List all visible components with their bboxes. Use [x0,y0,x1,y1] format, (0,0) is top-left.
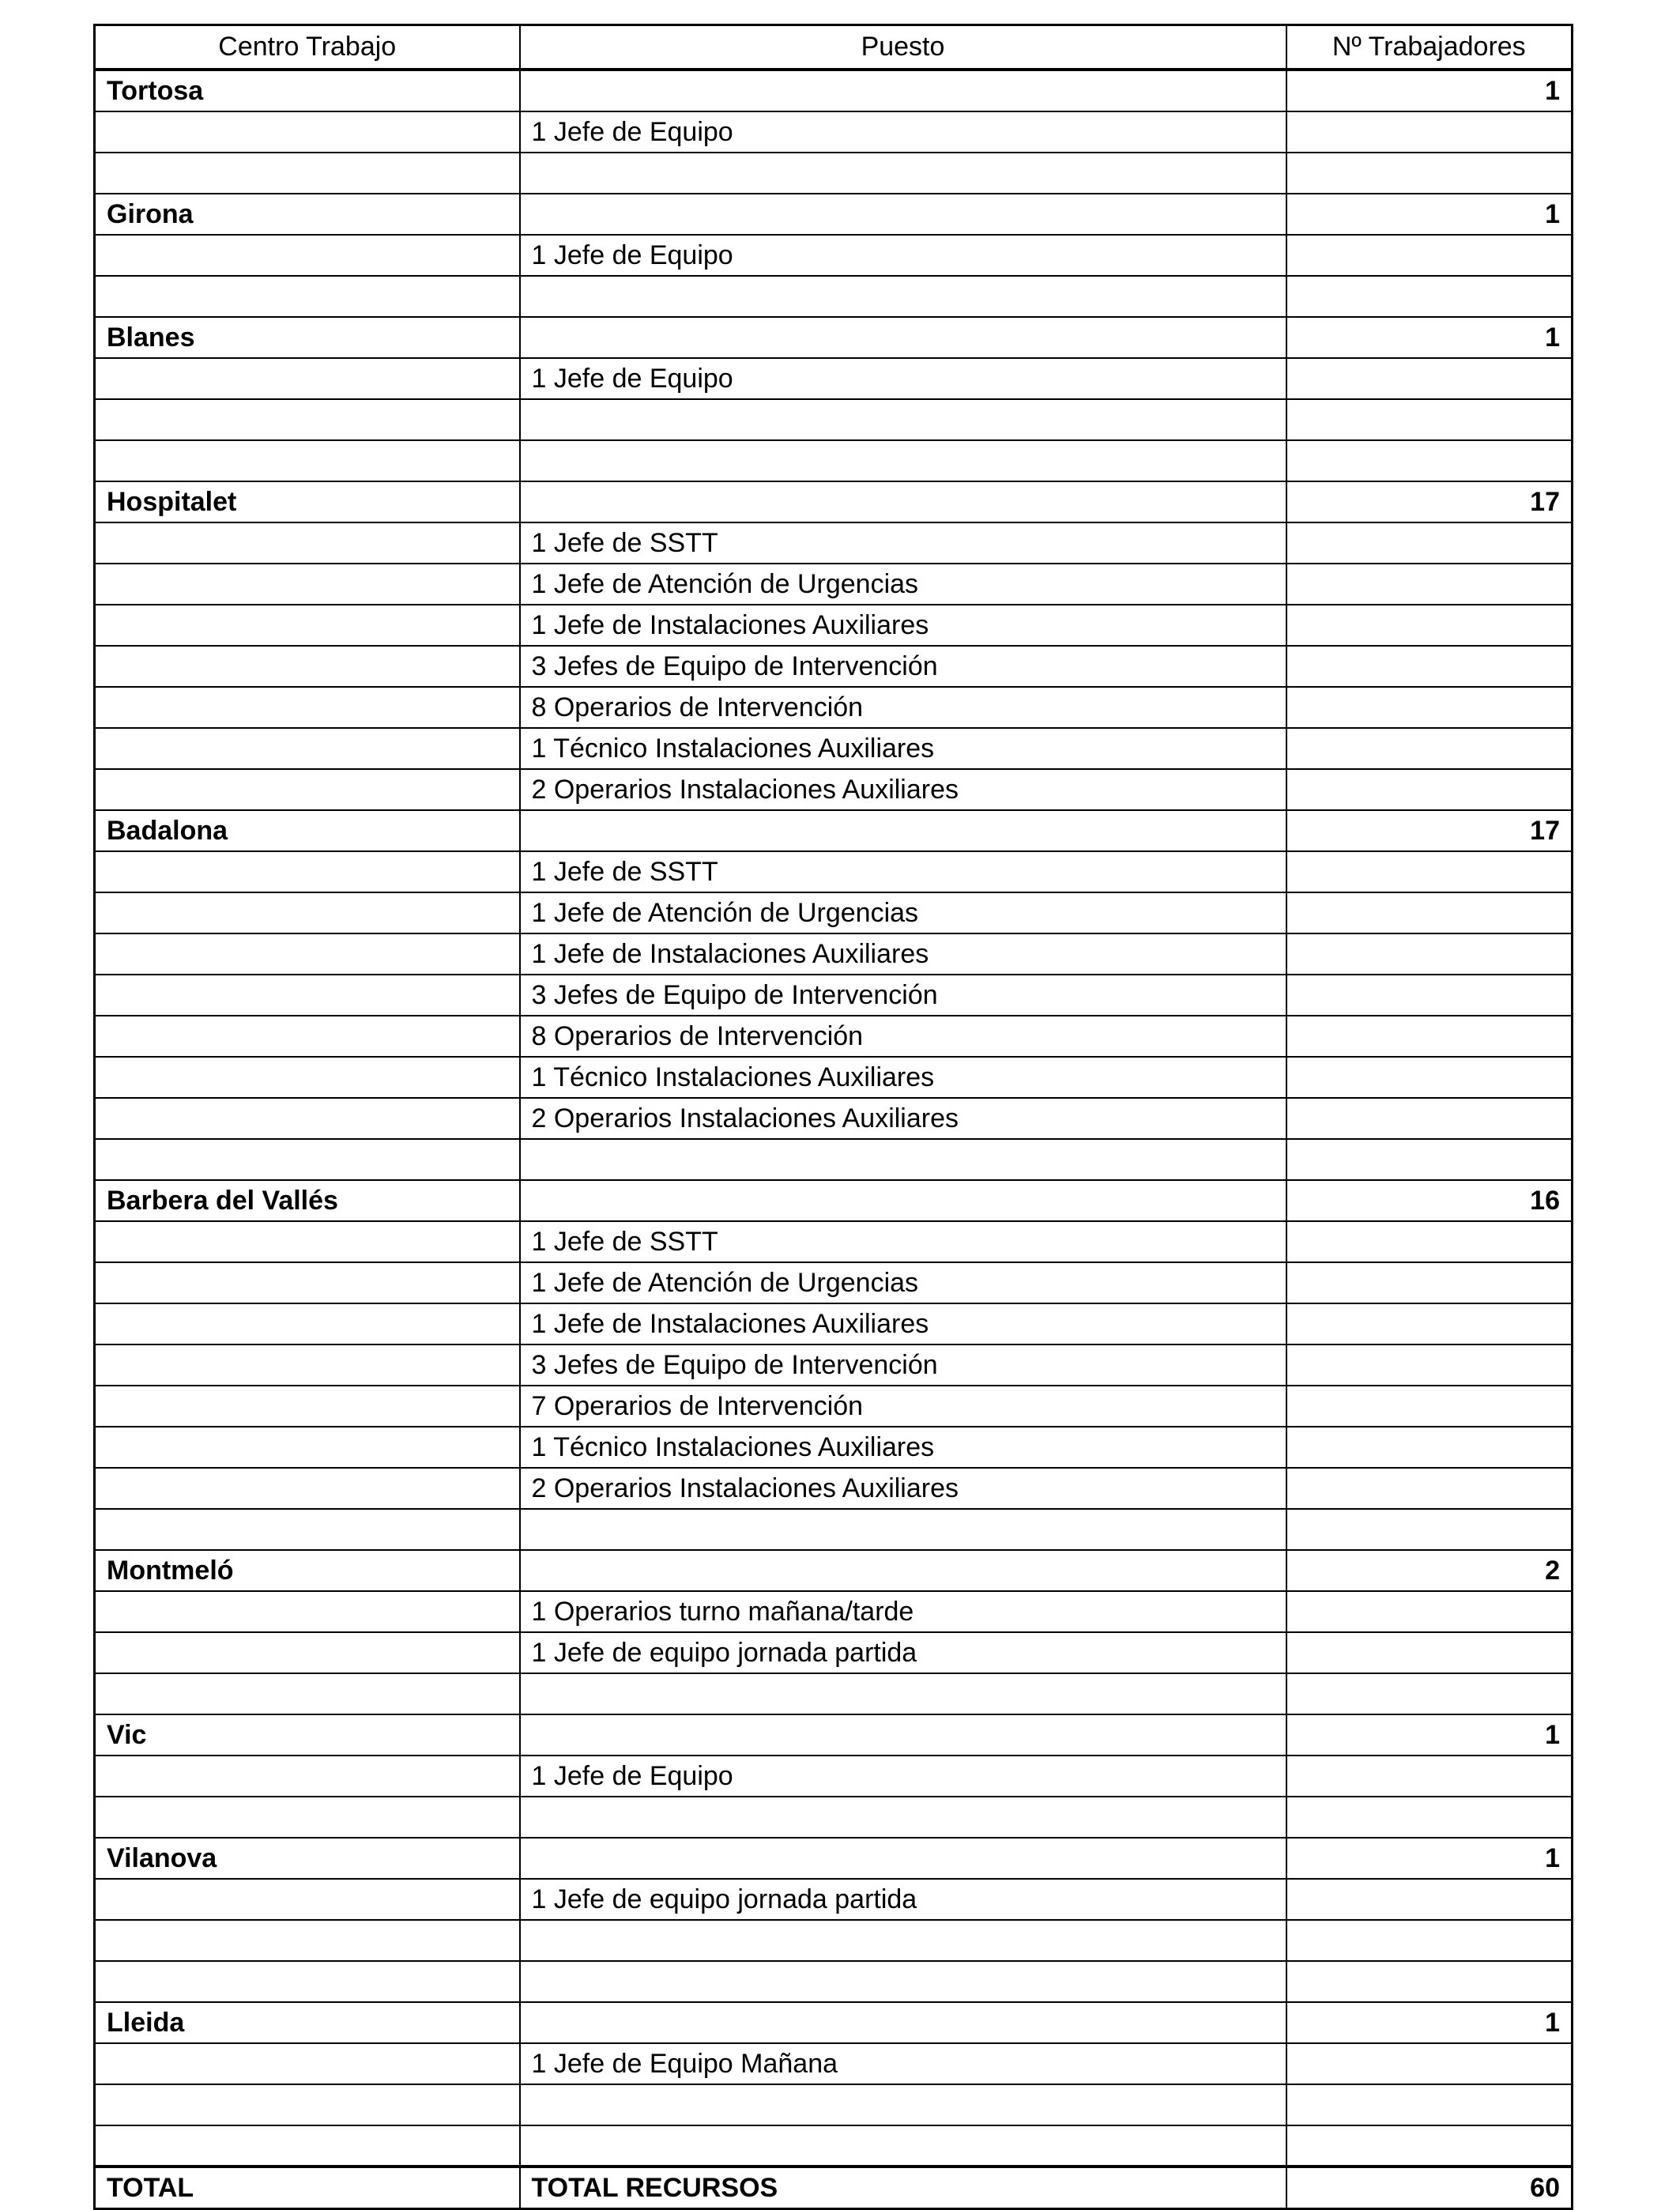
trabajadores-count-cell [1286,276,1573,317]
trabajadores-count-cell [1286,1057,1573,1098]
centro-trabajo-cell: Badalona [95,810,520,851]
blank-row [95,1797,1573,1838]
total-label-cell: TOTAL [95,2167,520,2209]
centro-trabajo-cell [95,235,520,276]
puesto-cell: 1 Jefe de Instalaciones Auxiliares [520,1303,1286,1344]
puesto-cell: 1 Jefe de Equipo [520,358,1286,399]
puesto-row [95,1756,1573,1797]
centro-trabajo-cell [95,1262,520,1303]
centro-trabajo-cell [95,1386,520,1427]
total-row [95,2167,1573,2209]
trabajadores-count-cell: 16 [1286,1180,1573,1221]
puesto-cell [520,810,1286,851]
centro-trabajo-cell [95,1920,520,1961]
trabajadores-count-cell [1286,235,1573,276]
centro-trabajo-cell [95,851,520,892]
puesto-row [95,358,1573,399]
centro-trabajo-cell [95,728,520,769]
centro-trabajo-cell [95,1756,520,1797]
trabajadores-count-cell [1286,1139,1573,1180]
trabajadores-count-cell [1286,522,1573,564]
puesto-row [95,1016,1573,1057]
centro-trabajo-cell [95,933,520,975]
centro-trabajo-cell [95,1591,520,1632]
puesto-cell: 1 Jefe de Instalaciones Auxiliares [520,605,1286,646]
centro-trabajo-cell [95,1303,520,1344]
trabajadores-count-cell [1286,1344,1573,1386]
puesto-cell [520,1180,1286,1221]
trabajadores-count-cell: 1 [1286,2002,1573,2043]
centro-trabajo-cell [95,975,520,1016]
blank-row [95,1961,1573,2002]
centro-trabajo-cell: Lleida [95,2002,520,2043]
puesto-cell [520,194,1286,235]
trabajadores-count-cell [1286,1632,1573,1673]
puesto-cell: 1 Jefe de Equipo [520,1756,1286,1797]
blank-row [95,440,1573,481]
puesto-cell: 2 Operarios Instalaciones Auxiliares [520,1468,1286,1509]
puesto-cell [520,2125,1286,2167]
trabajadores-count-cell [1286,1303,1573,1344]
puesto-cell: 2 Operarios Instalaciones Auxiliares [520,1098,1286,1139]
puesto-cell [520,317,1286,358]
puesto-row [95,1057,1573,1098]
puesto-cell [520,1797,1286,1838]
centro-trabajo-cell [95,1016,520,1057]
group-header-row [95,481,1573,522]
staffing-table [93,24,1573,2210]
puesto-cell [520,1714,1286,1756]
centro-trabajo-cell [95,1098,520,1139]
trabajadores-count-cell [1286,851,1573,892]
trabajadores-count-cell [1286,1427,1573,1468]
puesto-row [95,2043,1573,2084]
puesto-cell [520,440,1286,481]
group-header-row [95,194,1573,235]
trabajadores-count-cell [1286,769,1573,810]
centro-trabajo-cell [95,1673,520,1714]
centro-trabajo-cell [95,1468,520,1509]
puesto-cell: 1 Jefe de Equipo [520,111,1286,153]
centro-trabajo-cell [95,399,520,440]
trabajadores-count-cell: 2 [1286,1550,1573,1591]
group-header-row [95,1180,1573,1221]
centro-trabajo-cell [95,1797,520,1838]
trabajadores-count-cell [1286,153,1573,194]
puesto-cell: 1 Jefe de Atención de Urgencias [520,1262,1286,1303]
puesto-row [95,1344,1573,1386]
centro-trabajo-cell: Tortosa [95,70,520,111]
blank-row [95,1509,1573,1550]
trabajadores-count-cell [1286,728,1573,769]
centro-trabajo-cell [95,769,520,810]
trabajadores-count-cell: 1 [1286,1838,1573,1879]
puesto-cell: 1 Jefe de SSTT [520,1221,1286,1262]
trabajadores-count-cell: 1 [1286,194,1573,235]
blank-row [95,1673,1573,1714]
centro-trabajo-cell [95,153,520,194]
puesto-cell: 8 Operarios de Intervención [520,687,1286,728]
puesto-row [95,975,1573,1016]
puesto-row [95,933,1573,975]
puesto-cell [520,153,1286,194]
blank-row [95,2125,1573,2167]
centro-trabajo-cell [95,522,520,564]
centro-trabajo-cell [95,1221,520,1262]
puesto-row [95,1221,1573,1262]
trabajadores-count-cell [1286,1591,1573,1632]
puesto-row [95,1098,1573,1139]
centro-trabajo-cell [95,1427,520,1468]
centro-trabajo-cell: Vic [95,1714,520,1756]
group-header-row [95,70,1573,111]
centro-trabajo-cell [95,1509,520,1550]
group-header-row [95,317,1573,358]
centro-trabajo-cell: Hospitalet [95,481,520,522]
centro-trabajo-cell [95,276,520,317]
trabajadores-count-cell [1286,2084,1573,2125]
puesto-cell: 1 Jefe de equipo jornada partida [520,1632,1286,1673]
puesto-cell: 1 Jefe de Atención de Urgencias [520,892,1286,933]
puesto-cell [520,1673,1286,1714]
puesto-row [95,1591,1573,1632]
puesto-row [95,1879,1573,1920]
trabajadores-count-cell [1286,646,1573,687]
blank-row [95,1920,1573,1961]
puesto-row [95,1262,1573,1303]
header-row [95,25,1573,70]
puesto-cell: 3 Jefes de Equipo de Intervención [520,646,1286,687]
puesto-row [95,1632,1573,1673]
trabajadores-count-cell [1286,687,1573,728]
group-header-row [95,1550,1573,1591]
trabajadores-count-cell [1286,1262,1573,1303]
trabajadores-count-cell [1286,2043,1573,2084]
trabajadores-count-cell [1286,1386,1573,1427]
puesto-cell: 1 Técnico Instalaciones Auxiliares [520,728,1286,769]
centro-trabajo-cell: Blanes [95,317,520,358]
puesto-cell: 1 Jefe de Equipo [520,235,1286,276]
centro-trabajo-cell [95,1344,520,1386]
puesto-row [95,522,1573,564]
puesto-cell: 7 Operarios de Intervención [520,1386,1286,1427]
trabajadores-count-cell [1286,933,1573,975]
centro-trabajo-cell: Montmeló [95,1550,520,1591]
header-centro-trabajo: Centro Trabajo [95,25,520,70]
trabajadores-count-cell [1286,1879,1573,1920]
blank-row [95,153,1573,194]
centro-trabajo-cell [95,1879,520,1920]
blank-row [95,1139,1573,1180]
centro-trabajo-cell [95,605,520,646]
group-header-row [95,2002,1573,2043]
trabajadores-count-cell [1286,1756,1573,1797]
centro-trabajo-cell [95,358,520,399]
centro-trabajo-cell [95,2084,520,2125]
group-header-row [95,1838,1573,1879]
trabajadores-count-cell [1286,1961,1573,2002]
puesto-cell [520,1838,1286,1879]
puesto-cell [520,399,1286,440]
puesto-cell: 1 Técnico Instalaciones Auxiliares [520,1427,1286,1468]
trabajadores-count-cell [1286,605,1573,646]
centro-trabajo-cell: Girona [95,194,520,235]
puesto-cell: 1 Técnico Instalaciones Auxiliares [520,1057,1286,1098]
group-header-row [95,1714,1573,1756]
trabajadores-count-cell: 1 [1286,1714,1573,1756]
puesto-cell: 1 Jefe de SSTT [520,851,1286,892]
trabajadores-count-cell [1286,1221,1573,1262]
puesto-row [95,1303,1573,1344]
trabajadores-count-cell [1286,440,1573,481]
puesto-row [95,687,1573,728]
centro-trabajo-cell [95,687,520,728]
trabajadores-count-cell: 17 [1286,810,1573,851]
puesto-row [95,769,1573,810]
trabajadores-count-cell [1286,1016,1573,1057]
puesto-row [95,1468,1573,1509]
centro-trabajo-cell [95,564,520,605]
centro-trabajo-cell: Barbera del Vallés [95,1180,520,1221]
total-recursos-cell: TOTAL RECURSOS [520,2167,1286,2209]
puesto-cell: 1 Jefe de equipo jornada partida [520,1879,1286,1920]
centro-trabajo-cell [95,1961,520,2002]
puesto-row [95,646,1573,687]
centro-trabajo-cell [95,111,520,153]
puesto-cell [520,2002,1286,2043]
puesto-cell [520,1961,1286,2002]
blank-row [95,276,1573,317]
trabajadores-count-cell: 1 [1286,317,1573,358]
blank-row [95,399,1573,440]
puesto-row [95,728,1573,769]
puesto-cell [520,70,1286,111]
trabajadores-count-cell: 17 [1286,481,1573,522]
centro-trabajo-cell [95,892,520,933]
total-count-cell: 60 [1286,2167,1573,2209]
centro-trabajo-cell [95,1632,520,1673]
puesto-cell [520,1920,1286,1961]
trabajadores-count-cell [1286,1098,1573,1139]
centro-trabajo-cell [95,2043,520,2084]
centro-trabajo-cell: Vilanova [95,1838,520,1879]
puesto-cell: 1 Operarios turno mañana/tarde [520,1591,1286,1632]
centro-trabajo-cell [95,2125,520,2167]
puesto-cell: 2 Operarios Instalaciones Auxiliares [520,769,1286,810]
header-puesto: Puesto [520,25,1286,70]
blank-row [95,2084,1573,2125]
table-body [95,70,1573,2209]
trabajadores-count-cell [1286,1797,1573,1838]
trabajadores-count-cell [1286,1673,1573,1714]
trabajadores-count-cell [1286,358,1573,399]
puesto-row [95,851,1573,892]
puesto-cell: 8 Operarios de Intervención [520,1016,1286,1057]
trabajadores-count-cell [1286,975,1573,1016]
puesto-cell [520,481,1286,522]
trabajadores-count-cell [1286,2125,1573,2167]
puesto-cell [520,1550,1286,1591]
puesto-row [95,1427,1573,1468]
centro-trabajo-cell [95,646,520,687]
puesto-cell: 1 Jefe de Equipo Mañana [520,2043,1286,2084]
centro-trabajo-cell [95,1139,520,1180]
puesto-row [95,564,1573,605]
trabajadores-count-cell: 1 [1286,70,1573,111]
puesto-cell [520,1509,1286,1550]
puesto-cell [520,2084,1286,2125]
puesto-row [95,235,1573,276]
puesto-row [95,605,1573,646]
trabajadores-count-cell [1286,1509,1573,1550]
puesto-cell: 1 Jefe de Instalaciones Auxiliares [520,933,1286,975]
puesto-cell: 1 Jefe de SSTT [520,522,1286,564]
trabajadores-count-cell [1286,399,1573,440]
puesto-cell: 1 Jefe de Atención de Urgencias [520,564,1286,605]
trabajadores-count-cell [1286,564,1573,605]
trabajadores-count-cell [1286,111,1573,153]
centro-trabajo-cell [95,1057,520,1098]
staffing-sheet [93,24,1571,2210]
trabajadores-count-cell [1286,1468,1573,1509]
puesto-cell: 3 Jefes de Equipo de Intervención [520,975,1286,1016]
header-num-trabajadores: Nº Trabajadores [1286,25,1573,70]
puesto-row [95,892,1573,933]
puesto-cell: 3 Jefes de Equipo de Intervención [520,1344,1286,1386]
centro-trabajo-cell [95,440,520,481]
trabajadores-count-cell [1286,892,1573,933]
group-header-row [95,810,1573,851]
puesto-cell [520,276,1286,317]
puesto-cell [520,1139,1286,1180]
trabajadores-count-cell [1286,1920,1573,1961]
puesto-row [95,111,1573,153]
puesto-row [95,1386,1573,1427]
